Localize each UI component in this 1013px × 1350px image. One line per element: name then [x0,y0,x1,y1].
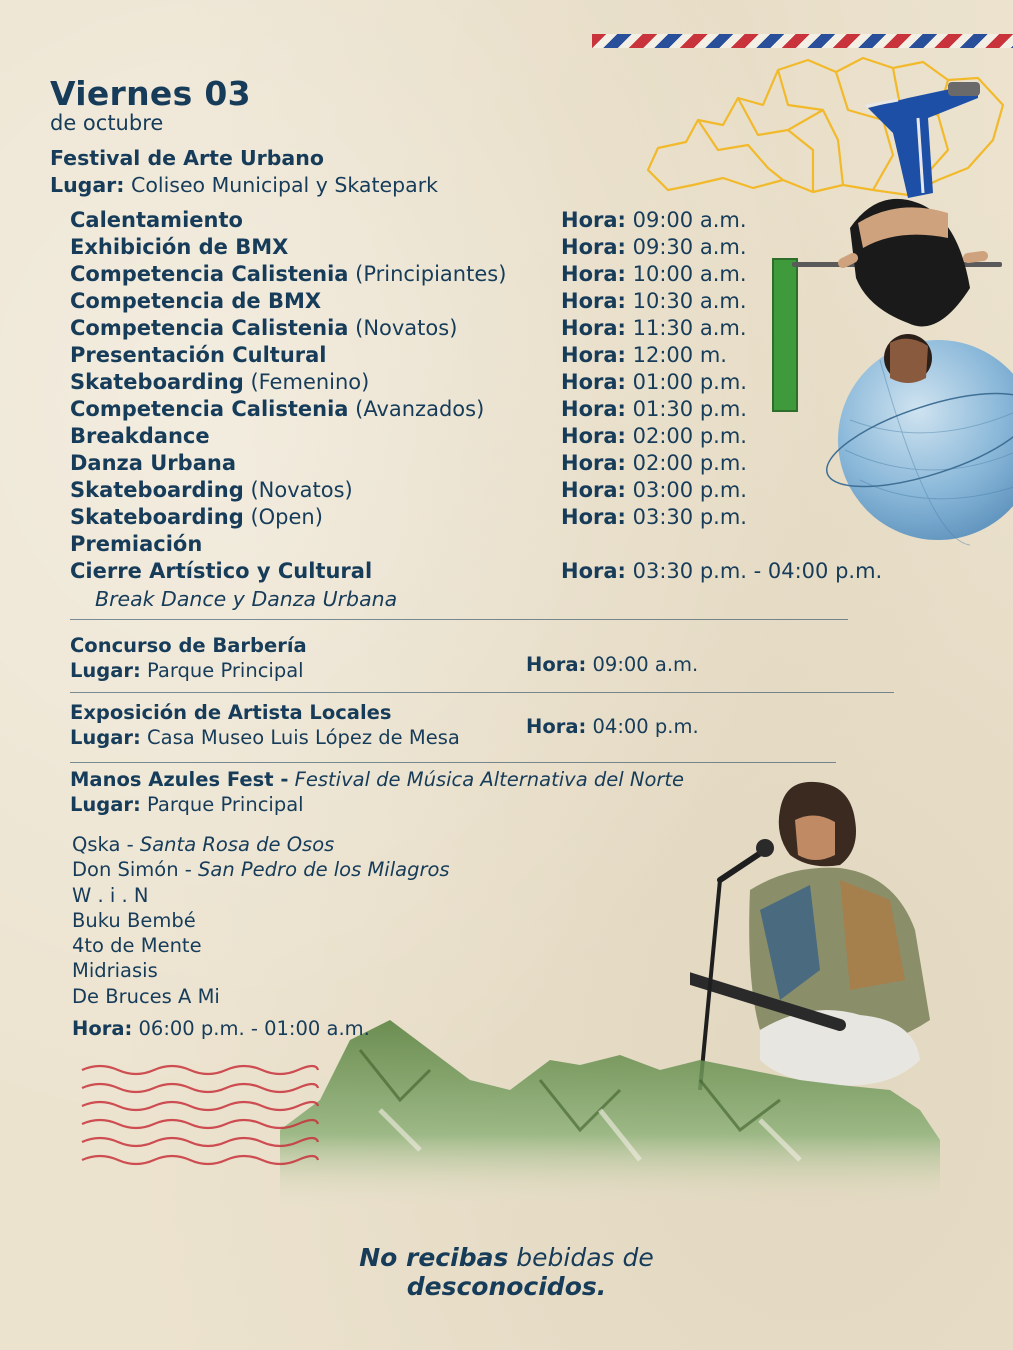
manos-azules-venue [70,792,684,817]
activity-name: Skateboarding [70,370,244,394]
schedule-row [70,423,950,450]
venue-value: Casa Museo Luis López de Mesa [147,726,460,749]
manos-azules-block [70,767,684,817]
hour-value: 03:00 p.m. [632,478,747,502]
manos-azules-title: Manos Azules Fest - [70,768,289,791]
schedule-time [561,423,747,450]
hour-label: Hora: [561,289,626,313]
band-name: Don Simón [72,858,179,882]
schedule-row [70,531,950,558]
schedule-time [561,450,747,477]
footer-line2: desconocidos. [406,1272,607,1301]
festival-title: Festival de Arte Urbano [50,146,324,170]
hour-value: 03:30 p.m. - 04:00 p.m. [632,559,883,583]
schedule-time [561,207,747,234]
hour-value: 09:00 a.m. [632,208,747,232]
barberia-time [526,652,698,677]
manos-azules-time [72,1016,370,1041]
schedule-row [70,477,950,504]
venue-value: Parque Principal [147,793,304,816]
schedule-row [70,261,950,288]
hour-value: 01:30 p.m. [632,397,747,421]
hour-label: Hora: [72,1017,133,1040]
footer-rest: bebidas de [516,1243,654,1272]
schedule-activity [70,477,353,504]
activity-detail: (Femenino) [250,370,370,394]
schedule-activity [70,261,506,288]
band-item [72,857,450,882]
activity-name: Presentación Cultural [70,343,327,367]
hour-label: Hora: [561,235,626,259]
band-name: De Bruces A Mi [72,984,220,1008]
schedule-row [70,450,950,477]
hour-value: 03:30 p.m. [632,505,747,529]
divider [70,762,836,763]
schedule-activity [70,558,372,585]
schedule-activity [70,342,327,369]
hour-label: Hora: [561,262,626,286]
activity-detail: (Principiantes) [355,262,507,286]
schedule-row [70,504,950,531]
band-name: 4to de Mente [72,934,202,958]
schedule-time [561,234,747,261]
hour-value: 04:00 p.m. [592,715,699,738]
hour-value: 02:00 p.m. [632,424,747,448]
hour-value: 11:30 a.m. [632,316,747,340]
schedule-activity [70,315,457,342]
hour-value: 02:00 p.m. [632,451,747,475]
schedule-time [561,369,747,396]
postmark-waves-icon [80,1062,320,1172]
schedule-time [561,477,747,504]
activity-name: Cierre Artístico y Cultural [70,559,373,583]
barberia-venue [70,658,307,683]
band-item [72,984,450,1009]
band-origin: San Pedro de los Milagros [198,858,450,882]
activity-name: Competencia Calistenia [70,397,349,421]
manos-azules-subtitle: Festival de Música Alternativa del Norte [294,768,685,791]
hour-value: 10:30 a.m. [632,289,747,313]
schedule-row [70,396,950,423]
activity-name: Competencia de BMX [70,289,322,313]
closing-note: Break Dance y Danza Urbana [95,587,398,611]
hour-label: Hora: [561,370,626,394]
hour-value: 01:00 p.m. [632,370,747,394]
hour-label: Hora: [561,451,626,475]
activity-name: Premiación [70,532,203,556]
schedule-time [561,261,747,288]
schedule-activity [70,234,288,261]
band-item [72,883,450,908]
divider [70,619,848,620]
band-name: Buku Bembé [72,908,196,932]
exposicion-block [70,700,460,750]
footer-message [0,1243,1013,1301]
activity-name: Skateboarding [70,505,244,529]
schedule-time [561,396,747,423]
activity-name: Competencia Calistenia [70,262,349,286]
activity-detail: (Avanzados) [355,397,485,421]
airmail-stripe-icon [592,34,1013,48]
exposicion-venue [70,725,460,750]
activity-name: Calentamiento [70,208,243,232]
hour-label: Hora: [526,653,587,676]
hour-label: Hora: [561,505,626,529]
schedule-time [561,558,882,585]
schedule-row [70,207,950,234]
band-item [72,933,450,958]
hour-value: 09:00 a.m. [592,653,699,676]
hour-label: Hora: [561,478,626,502]
venue-label: Lugar: [70,726,141,749]
schedule-row [70,315,950,342]
festival-venue [50,173,438,197]
band-origin: Santa Rosa de Osos [139,833,335,856]
band-name: Qska [72,833,121,856]
hour-label: Hora: [561,397,626,421]
schedule-activity [70,207,243,234]
hour-label: Hora: [526,715,587,738]
activity-name: Skateboarding [70,478,244,502]
mountains-icon [280,1010,940,1210]
activity-detail: (Open) [250,505,323,529]
schedule-activity [70,396,484,423]
activity-name: Danza Urbana [70,451,236,475]
schedule-row [70,342,950,369]
band-item [72,908,450,933]
band-name: W . i . N [72,883,149,907]
schedule-time [561,315,747,342]
schedule-activity [70,423,210,450]
activity-detail: (Novatos) [355,316,458,340]
activity-name: Competencia Calistenia [70,316,349,340]
venue-label: Lugar: [70,793,141,816]
hour-value: 10:00 a.m. [632,262,747,286]
venue-value: Parque Principal [147,659,304,682]
hour-label: Hora: [561,424,626,448]
band-item [72,958,450,983]
venue-label: Lugar: [50,173,125,197]
schedule-row [70,234,950,261]
schedule-row [70,558,950,585]
hour-value: 12:00 m. [632,343,727,367]
band-separator: - [178,858,199,882]
schedule-activity [70,504,323,531]
activity-name: Breakdance [70,424,210,448]
page-subtitle: de octubre [50,111,164,135]
band-list [72,832,450,1009]
schedule-activity [70,369,369,396]
hour-label: Hora: [561,343,626,367]
venue-value: Coliseo Municipal y Skatepark [131,173,438,197]
band-separator: - [120,833,140,856]
activity-name: Exhibición de BMX [70,235,289,259]
hour-value: 06:00 p.m. - 01:00 a.m. [138,1017,370,1040]
divider [70,692,894,693]
page-title: Viernes 03 [50,74,251,113]
schedule-time [561,504,747,531]
barberia-title: Concurso de Barbería [70,634,307,657]
hour-label: Hora: [561,208,626,232]
festival-schedule [70,207,950,613]
schedule-activity [70,531,202,558]
schedule-time [561,288,747,315]
exposicion-time [526,714,699,739]
exposicion-title: Exposición de Artista Locales [70,701,392,724]
hour-value: 09:30 a.m. [632,235,747,259]
hour-label: Hora: [561,559,626,583]
hour-label: Hora: [561,316,626,340]
schedule-activity [70,450,236,477]
band-name: Midriasis [72,959,158,983]
schedule-time [561,342,727,369]
venue-label: Lugar: [70,659,141,682]
manos-azules-heading [70,767,684,792]
activity-detail: (Novatos) [250,478,353,502]
band-item [72,832,450,857]
footer-bold: No recibas [359,1243,509,1272]
schedule-row [70,288,950,315]
schedule-activity [70,288,321,315]
barberia-block [70,633,307,683]
schedule-row [70,369,950,396]
